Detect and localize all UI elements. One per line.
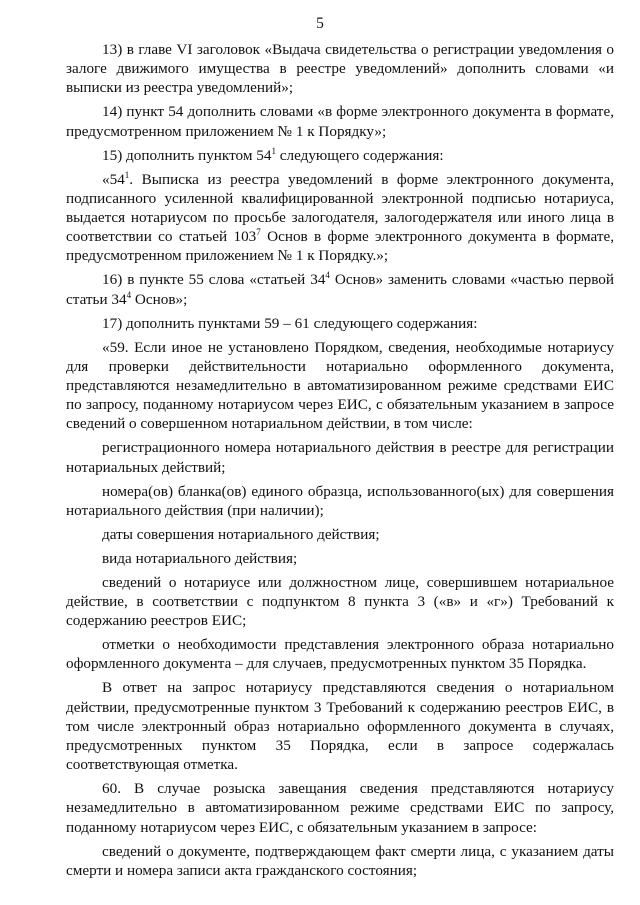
list-item-type: вида нотариального действия; <box>102 549 298 567</box>
list-item-date: даты совершения нотариального действия; <box>102 525 380 543</box>
paragraph-13: 13) в главе VI заголовок «Выдача свидетельства о регистрации уведомления о залоге движимого имущества в реестре уведомлений» дополнить словами «и выписки из реестра уведомлений»; <box>66 41 614 97</box>
list-item-death-document: сведений о документе, подтверждающем факт смерти лица, с указанием даты смерти и номера записи акта гражданского состояния; <box>66 842 614 879</box>
paragraph-17: 17) дополнить пунктами 59 – 61 следующего содержания: <box>102 314 478 332</box>
paragraph-14: 14) пункт 54 дополнить словами «в форме электронного документа в формате, предусмотренном приложением № 1 к Порядку»; <box>66 103 614 140</box>
list-item-blank-numbers: номера(ов) бланка(ов) единого образца, использованного(ых) для совершения нотариального действия (при наличии); <box>66 482 614 519</box>
list-item-registration-number: регистрационного номера нотариального действия в реестре для регистрации нотариальных действий; <box>66 439 614 476</box>
list-item-electronic-image-mark: отметки о необходимости представления электронного образа нотариально оформленного документа – для случаев, предусмотренных пунктом 35 Порядка. <box>66 636 614 673</box>
list-item-notary-info: сведений о нотариусе или должностном лице, совершившем нотариальное действие, в соответствии с подпунктом 8 пункта 3 («в» и «г») Требований к содержанию реестров ЕИС; <box>66 573 614 630</box>
paragraph-59: «59. Если иное не установлено Порядком, сведения, необходимые нотариусу для проверки действительности нотариально оформленного документа, представляются незамедлительно в автоматизированном режиме средствами ЕИС по запросу, поданному нотариусом через ЕИС, с обязательным указанием в запросе сведений о совершенном нотариальном действии, в том числе: <box>66 338 614 433</box>
paragraph-15: 15) дополнить пунктом $54^1$ следующего содержания: <box>102 145 444 164</box>
paragraph-16: 16) в пункте 55 слова «статьей $34^4$ Основ» заменить словами «частью первой статьи $34^4$ Основ»; <box>66 270 614 308</box>
page-number: 5 <box>316 15 324 32</box>
document-body <box>66 40 614 880</box>
paragraph-54-1: «$54^1$. Выписка из реестра уведомлений в форме электронного документа, подписанного усиленной квалифицированной электронной подписью нотариуса, выдается нотариусом по просьбе залогодателя, залогодержателя или иного лица в соответствии со статьей $103^7$ Основ в форме электронного документа в формате, предусмотренном приложением № 1 к Порядку.»; <box>66 169 614 265</box>
paragraph-response: В ответ на запрос нотариусу представляются сведения о нотариальном действии, предусмотренные пунктом 3 Требований к содержанию реестров ЕИС, в том числе электронный образ нотариально оформленного документа в случаях, предусмотренных пунктом 35 Порядка, если в запросе содержалась соответствующая отметка. <box>66 679 614 774</box>
paragraph-60: 60. В случае розыска завещания сведения представляются нотариусу незамедлительно в автоматизированном режиме средствами ЕИС по запросу, поданному нотариусом через ЕИС, с обязательным указанием в запросе: <box>66 780 614 836</box>
